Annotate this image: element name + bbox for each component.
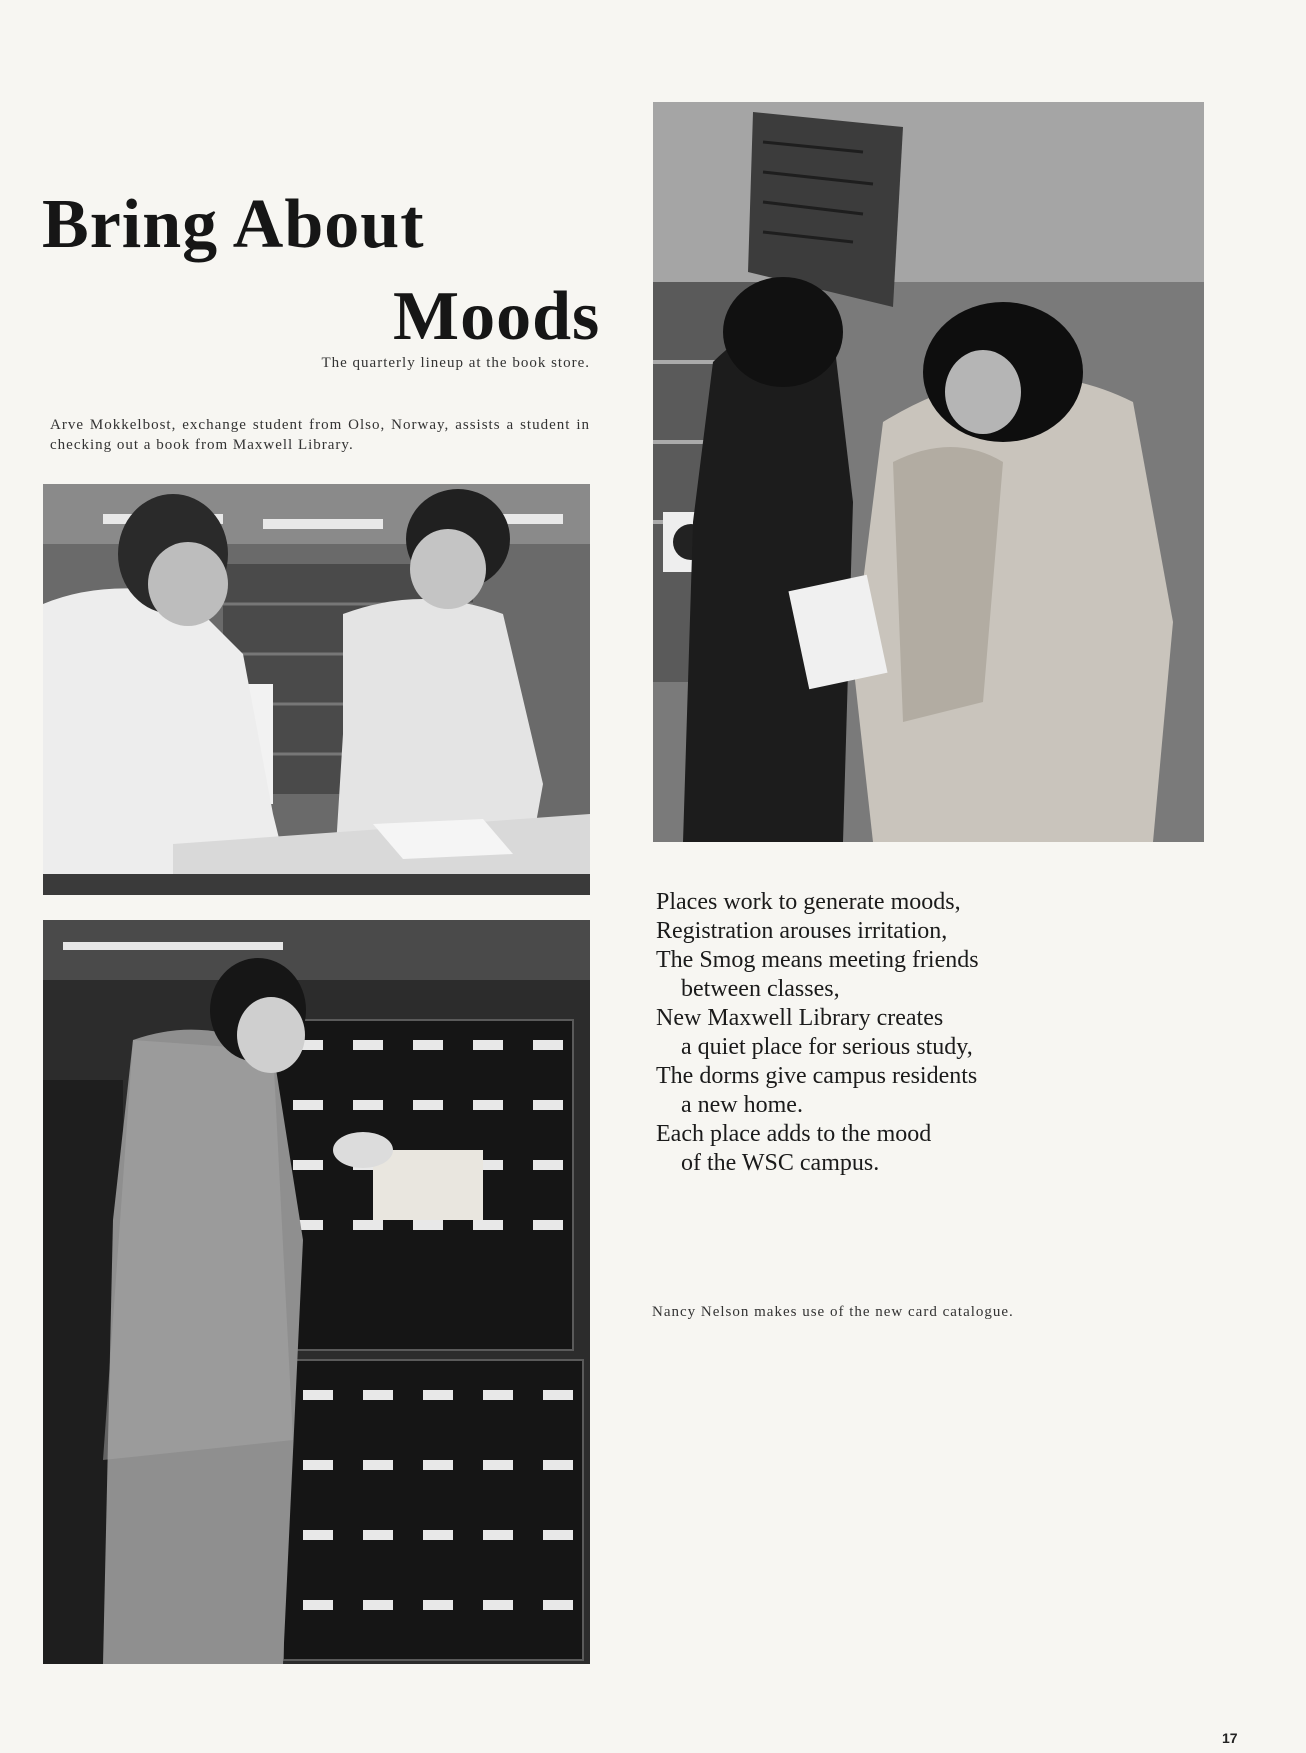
- poem-line: The Smog means meeting friends: [656, 947, 979, 973]
- page-title-line1: Bring About: [42, 186, 425, 263]
- poem-text: [656, 888, 1116, 1178]
- page-number: 17: [1222, 1730, 1238, 1746]
- photo-book-store: [653, 102, 1204, 842]
- poem-line: between classes,: [681, 976, 840, 1002]
- poem-line: Each place adds to the mood: [656, 1121, 932, 1147]
- page-title-line2: Moods: [393, 278, 601, 355]
- caption-book-store: The quarterly lineup at the book store.: [321, 355, 590, 371]
- photo-library-checkout: [43, 484, 590, 895]
- poem-line: a quiet place for serious study,: [681, 1034, 973, 1060]
- poem-line: The dorms give campus residents: [656, 1063, 978, 1089]
- poem-line: of the WSC campus.: [681, 1150, 880, 1176]
- caption-card-catalogue: Nancy Nelson makes use of the new card catalogue.: [652, 1304, 1014, 1320]
- poem-line: Registration arouses irritation,: [656, 918, 948, 944]
- photo-card-catalogue: [43, 920, 590, 1664]
- poem-line: Places work to generate moods,: [656, 889, 961, 915]
- caption-library-checkout: Arve Mokkelbost, exchange student from Olso, Norway, assists a student in checking out a book from Maxwell Library.: [50, 417, 590, 453]
- poem-line: New Maxwell Library creates: [656, 1005, 944, 1031]
- poem-line: a new home.: [681, 1092, 803, 1118]
